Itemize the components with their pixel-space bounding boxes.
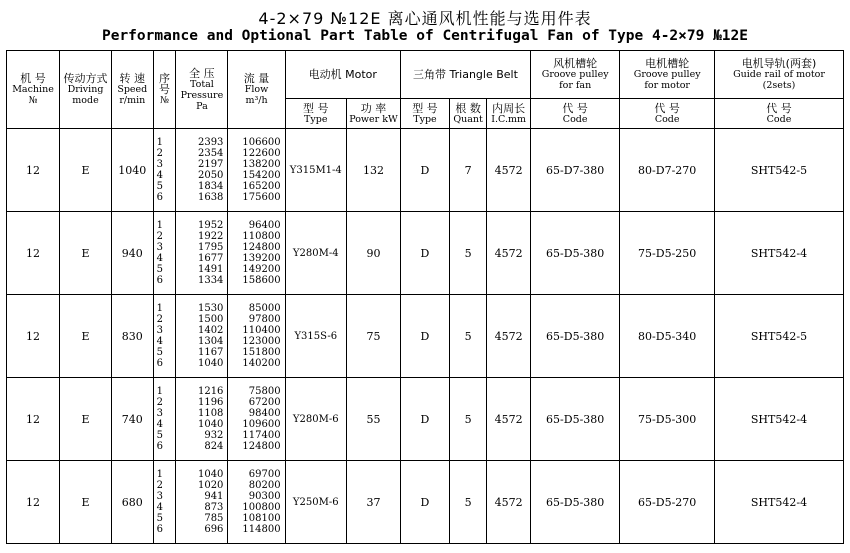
header-belt-quantity: 根 数 Quant [449,99,486,129]
cell-driving-mode: E [60,378,112,461]
cell-belt-type: D [401,212,450,295]
cell-belt-type: D [401,295,450,378]
cell-total-pressure-value: 1500 [197,314,224,325]
header-driving-mode: 传动方式 Driving mode [60,51,112,129]
header-fan-pulley: 风机槽轮 Groove pulley for fan [530,51,619,99]
cell-belt-length: 4572 [487,295,531,378]
cell-sequence [153,461,176,544]
header-triangle-belt: 三角带 Triangle Belt [401,51,531,99]
cell-sequence-value: 2 [156,231,163,242]
cell-flow-value: 108100 [242,513,281,524]
cell-motor-pulley-code: 75-D5-250 [620,212,715,295]
cell-guide-rail-code: SHT542-5 [714,129,843,212]
header-fan-pulley-code: 代 号 Code [530,99,619,129]
cell-fan-pulley-code: 65-D5-380 [530,461,619,544]
cell-flow-value: 110800 [242,231,281,242]
header-guide-rail-code: 代 号 Code [714,99,843,129]
cell-motor-type: Y250M-6 [285,461,346,544]
cell-total-pressure [176,378,228,461]
cell-sequence-value: 5 [156,264,163,275]
header-motor-power: 功 率 Power kW [346,99,400,129]
cell-flow-value: 151800 [242,347,281,358]
cell-sequence-value: 1 [156,137,163,148]
performance-table [6,50,844,544]
table-row [7,129,844,212]
cell-flow-value: 69700 [248,469,281,480]
cell-total-pressure-value: 1040 [197,469,224,480]
cell-driving-mode: E [60,295,112,378]
header-belt-length: 内周长 I.C.mm [487,99,531,129]
cell-total-pressure-value: 1677 [197,253,224,264]
table-row [7,212,844,295]
cell-driving-mode: E [60,212,112,295]
cell-total-pressure-value: 2050 [197,170,224,181]
cell-total-pressure [176,461,228,544]
cell-flow [228,378,285,461]
header-belt-type: 型 号 Type [401,99,450,129]
cell-flow-value: 123000 [242,336,281,347]
cell-flow-value: 165200 [242,181,281,192]
header-row-1 [7,51,844,99]
cell-belt-quantity: 5 [449,212,486,295]
cell-total-pressure-value: 1491 [197,264,224,275]
cell-motor-pulley-code: 75-D5-300 [620,378,715,461]
cell-total-pressure-value: 1402 [197,325,224,336]
cell-flow-value: 97800 [248,314,281,325]
cell-total-pressure-value: 1530 [197,303,224,314]
header-motor-pulley: 电机槽轮 Groove pulley for motor [620,51,715,99]
cell-sequence-value: 6 [156,192,163,203]
cell-flow-value: 140200 [242,358,281,369]
cell-motor-type: Y315M1-4 [285,129,346,212]
cell-belt-length: 4572 [487,212,531,295]
cell-total-pressure-value: 696 [204,524,224,535]
cell-sequence-value: 4 [156,419,163,430]
cell-motor-pulley-code: 80-D5-340 [620,295,715,378]
cell-sequence-value: 2 [156,480,163,491]
cell-sequence [153,295,176,378]
cell-total-pressure-value: 941 [204,491,224,502]
cell-sequence-value: 5 [156,430,163,441]
cell-motor-power: 37 [346,461,400,544]
cell-motor-type: Y280M-6 [285,378,346,461]
cell-sequence [153,129,176,212]
cell-belt-length: 4572 [487,378,531,461]
cell-sequence-value: 1 [156,469,163,480]
cell-belt-length: 4572 [487,461,531,544]
cell-machine: 12 [7,295,60,378]
cell-total-pressure [176,212,228,295]
cell-machine: 12 [7,129,60,212]
cell-speed: 940 [112,212,154,295]
cell-flow [228,129,285,212]
cell-total-pressure-value: 1952 [197,220,224,231]
cell-flow-value: 114800 [242,524,281,535]
cell-total-pressure-value: 1304 [197,336,224,347]
header-total-pressure: 全 压 Total Pressure Pa [176,51,228,129]
cell-belt-quantity: 5 [449,461,486,544]
cell-belt-type: D [401,129,450,212]
cell-sequence-value: 6 [156,524,163,535]
cell-flow-value: 110400 [242,325,281,336]
cell-motor-pulley-code: 80-D7-270 [620,129,715,212]
cell-total-pressure-value: 1638 [197,192,224,203]
cell-total-pressure-value: 785 [204,513,224,524]
cell-total-pressure-value: 1922 [197,231,224,242]
cell-sequence-value: 1 [156,303,163,314]
cell-motor-power: 90 [346,212,400,295]
cell-motor-type: Y315S-6 [285,295,346,378]
cell-flow-value: 149200 [242,264,281,275]
cell-sequence-value: 5 [156,513,163,524]
cell-guide-rail-code: SHT542-4 [714,461,843,544]
cell-sequence-value: 1 [156,386,163,397]
cell-belt-quantity: 7 [449,129,486,212]
cell-motor-power: 132 [346,129,400,212]
header-motor-pulley-code: 代 号 Code [620,99,715,129]
cell-flow-value: 139200 [242,253,281,264]
cell-belt-quantity: 5 [449,295,486,378]
cell-total-pressure-value: 1020 [197,480,224,491]
cell-motor-pulley-code: 65-D5-270 [620,461,715,544]
cell-fan-pulley-code: 65-D7-380 [530,129,619,212]
cell-flow-value: 124800 [242,242,281,253]
cell-driving-mode: E [60,461,112,544]
cell-sequence-value: 6 [156,441,163,452]
cell-total-pressure-value: 1196 [197,397,224,408]
cell-flow-value: 124800 [242,441,281,452]
page-title-chinese: 4-2×79 №12E 离心通风机性能与选用件表 [258,9,592,28]
cell-guide-rail-code: SHT542-4 [714,378,843,461]
header-sequence: 序 号 № [153,51,176,129]
cell-fan-pulley-code: 65-D5-380 [530,295,619,378]
cell-flow-value: 90300 [248,491,281,502]
cell-total-pressure-value: 2197 [197,159,224,170]
cell-total-pressure-value: 2393 [197,137,224,148]
cell-sequence-value: 6 [156,358,163,369]
cell-fan-pulley-code: 65-D5-380 [530,212,619,295]
header-machine: 机 号 Machine № [7,51,60,129]
table-row [7,295,844,378]
cell-flow-value: 80200 [248,480,281,491]
cell-total-pressure-value: 1108 [197,408,224,419]
cell-flow-value: 98400 [248,408,281,419]
cell-total-pressure-value: 1834 [197,181,224,192]
cell-sequence-value: 2 [156,148,163,159]
cell-sequence-value: 5 [156,347,163,358]
cell-total-pressure-value: 1167 [197,347,224,358]
cell-machine: 12 [7,212,60,295]
cell-motor-power: 75 [346,295,400,378]
cell-total-pressure [176,295,228,378]
cell-machine: 12 [7,461,60,544]
cell-flow-value: 109600 [242,419,281,430]
cell-belt-quantity: 5 [449,378,486,461]
cell-total-pressure-value: 932 [204,430,224,441]
cell-sequence-value: 2 [156,314,163,325]
cell-flow-value: 122600 [242,148,281,159]
cell-guide-rail-code: SHT542-5 [714,295,843,378]
cell-total-pressure-value: 2354 [197,148,224,159]
cell-total-pressure-value: 1040 [197,358,224,369]
cell-speed: 830 [112,295,154,378]
cell-sequence-value: 1 [156,220,163,231]
cell-flow-value: 154200 [242,170,281,181]
page-title-english: Performance and Optional Part Table of Centrifugal Fan of Type 4-2×79 №12E [101,28,748,44]
cell-guide-rail-code: SHT542-4 [714,212,843,295]
cell-flow-value: 75800 [248,386,281,397]
cell-sequence-value: 3 [156,491,163,502]
table-row [7,378,844,461]
cell-flow-value: 85000 [248,303,281,314]
cell-flow-value: 106600 [242,137,281,148]
cell-sequence-value: 3 [156,242,163,253]
cell-flow [228,212,285,295]
cell-sequence-value: 2 [156,397,163,408]
cell-sequence-value: 4 [156,502,163,513]
cell-driving-mode: E [60,129,112,212]
header-motor: 电动机 Motor [285,51,400,99]
cell-flow [228,295,285,378]
cell-total-pressure [176,129,228,212]
cell-speed: 1040 [112,129,154,212]
cell-sequence-value: 6 [156,275,163,286]
cell-total-pressure-value: 1040 [197,419,224,430]
cell-sequence-value: 3 [156,408,163,419]
cell-sequence-value: 4 [156,336,163,347]
cell-flow-value: 100800 [242,502,281,513]
cell-machine: 12 [7,378,60,461]
cell-belt-type: D [401,461,450,544]
cell-flow-value: 117400 [242,430,281,441]
cell-total-pressure-value: 1216 [197,386,224,397]
cell-speed: 680 [112,461,154,544]
cell-flow-value: 175600 [242,192,281,203]
cell-total-pressure-value: 873 [204,502,224,513]
cell-total-pressure-value: 1795 [197,242,224,253]
cell-flow-value: 96400 [248,220,281,231]
cell-sequence [153,378,176,461]
cell-sequence-value: 4 [156,253,163,264]
cell-motor-type: Y280M-4 [285,212,346,295]
header-motor-type: 型 号 Type [285,99,346,129]
cell-flow-value: 67200 [248,397,281,408]
cell-belt-type: D [401,378,450,461]
header-guide-rail: 电机导轨(两套) Guide rail of motor (2sets) [714,51,843,99]
cell-sequence-value: 3 [156,159,163,170]
cell-belt-length: 4572 [487,129,531,212]
cell-flow-value: 158600 [242,275,281,286]
cell-sequence-value: 5 [156,181,163,192]
cell-fan-pulley-code: 65-D5-380 [530,378,619,461]
cell-sequence-value: 4 [156,170,163,181]
cell-sequence-value: 3 [156,325,163,336]
table-row [7,461,844,544]
cell-flow-value: 138200 [242,159,281,170]
header-flow: 流 量 Flow m³/h [228,51,285,129]
cell-speed: 740 [112,378,154,461]
cell-total-pressure-value: 1334 [197,275,224,286]
cell-motor-power: 55 [346,378,400,461]
cell-flow [228,461,285,544]
cell-total-pressure-value: 824 [204,441,224,452]
cell-sequence [153,212,176,295]
header-speed: 转 速 Speed r/min [112,51,154,129]
